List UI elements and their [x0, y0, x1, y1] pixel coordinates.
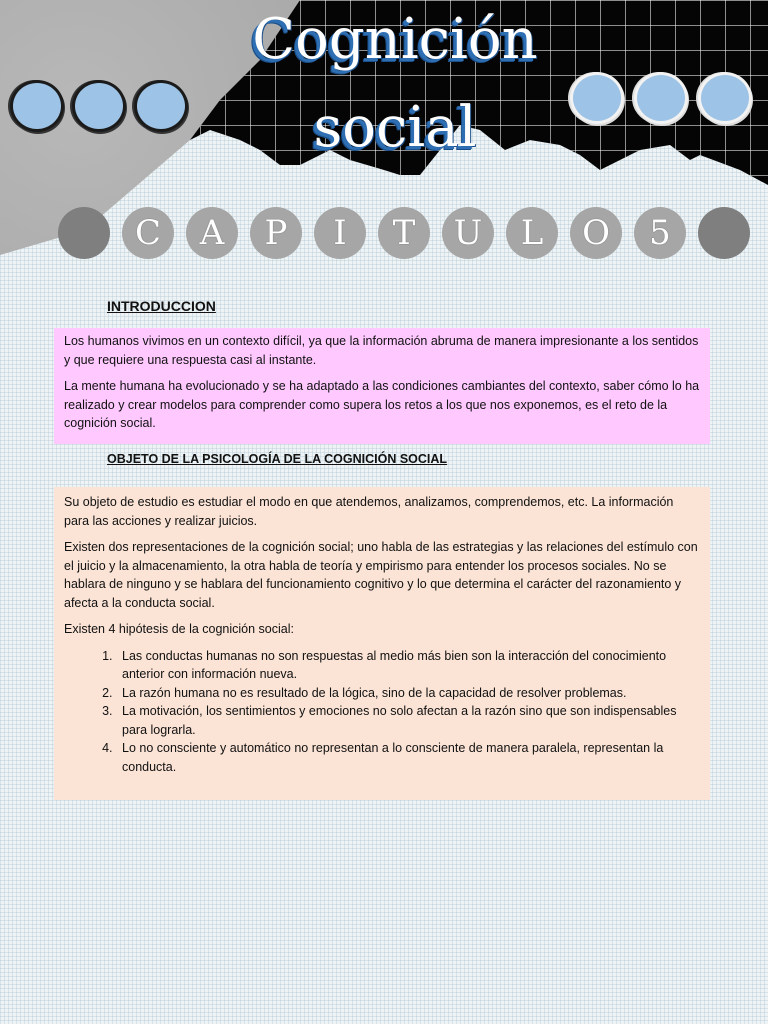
- list-item: 3. La motivación, los sentimientos y emociones no solo afectan a la razón sino que son indispensables para lograrla.: [116, 702, 700, 739]
- chapter-letter: U: [442, 207, 494, 259]
- bubble-icon: [134, 80, 188, 132]
- section-heading-introduccion: INTRODUCCION: [107, 298, 216, 314]
- bubbles-left: [10, 80, 188, 132]
- bubble-icon: [570, 72, 624, 124]
- list-item: 2. La razón humana no es resultado de la lógica, sino de la capacidad de resolver problemas.: [116, 684, 700, 703]
- hypotheses-list: [64, 647, 700, 777]
- objeto-box: [54, 487, 710, 800]
- chapter-letter: A: [186, 207, 238, 259]
- paragraph: Existen 4 hipótesis de la cognición social:: [64, 622, 294, 636]
- chapter-letter: P: [250, 207, 302, 259]
- chapter-letter: I: [314, 207, 366, 259]
- header-collage: [0, 0, 768, 270]
- dark-circle-icon: [698, 207, 750, 259]
- chapter-banner: [58, 207, 750, 259]
- paragraph: Existen dos representaciones de la cognición social; uno habla de las estrategias y las relaciones del estímulo con el juicio y la almacenamiento, la otra habla de teoría y empirismo para entender los procesos sociales. No se hablara de ninguno y se hablara del funcionamiento cognitivo y lo que determina el carácter del razonamiento y afecta a la conducta social.: [64, 540, 698, 610]
- chapter-letter: T: [378, 207, 430, 259]
- bubble-icon: [72, 80, 126, 132]
- list-item: 4. Lo no consciente y automático no representan a lo consciente de manera paralela, representan la conducta.: [116, 739, 700, 776]
- introduccion-box: [54, 328, 710, 444]
- dark-circle-icon: [58, 207, 110, 259]
- bubble-icon: [10, 80, 64, 132]
- bubble-icon: [698, 72, 752, 124]
- section-heading-objeto: OBJETO DE LA PSICOLOGÍA DE LA COGNICIÓN SOCIAL: [107, 452, 448, 466]
- title-line-2: social: [313, 95, 477, 160]
- paragraph: Su objeto de estudio es estudiar el modo en que atendemos, analizamos, comprendemos, etc. La información para las acciones y realizar juicios.: [64, 495, 674, 528]
- list-item: 1. Las conductas humanas no son respuestas al medio más bien son la interacción del conocimiento anterior con información nueva.: [116, 647, 700, 684]
- chapter-letter: C: [122, 207, 174, 259]
- chapter-number: 5: [634, 207, 686, 259]
- paragraph: Los humanos vivimos en un contexto difícil, ya que la información abruma de manera impresionante a los sentidos y que requiere una respuesta casi al instante.: [64, 334, 699, 367]
- title-line-1: Cognición: [252, 7, 538, 72]
- chapter-letter: O: [570, 207, 622, 259]
- chapter-letter: L: [506, 207, 558, 259]
- bubbles-right: [570, 72, 752, 124]
- bubble-icon: [634, 72, 688, 124]
- paragraph: La mente humana ha evolucionado y se ha adaptado a las condiciones cambiantes del contexto, saber cómo lo ha realizado y crear modelos para comprender como supera los retos a los que nos exponemos, es el reto de la cognición social.: [64, 379, 700, 430]
